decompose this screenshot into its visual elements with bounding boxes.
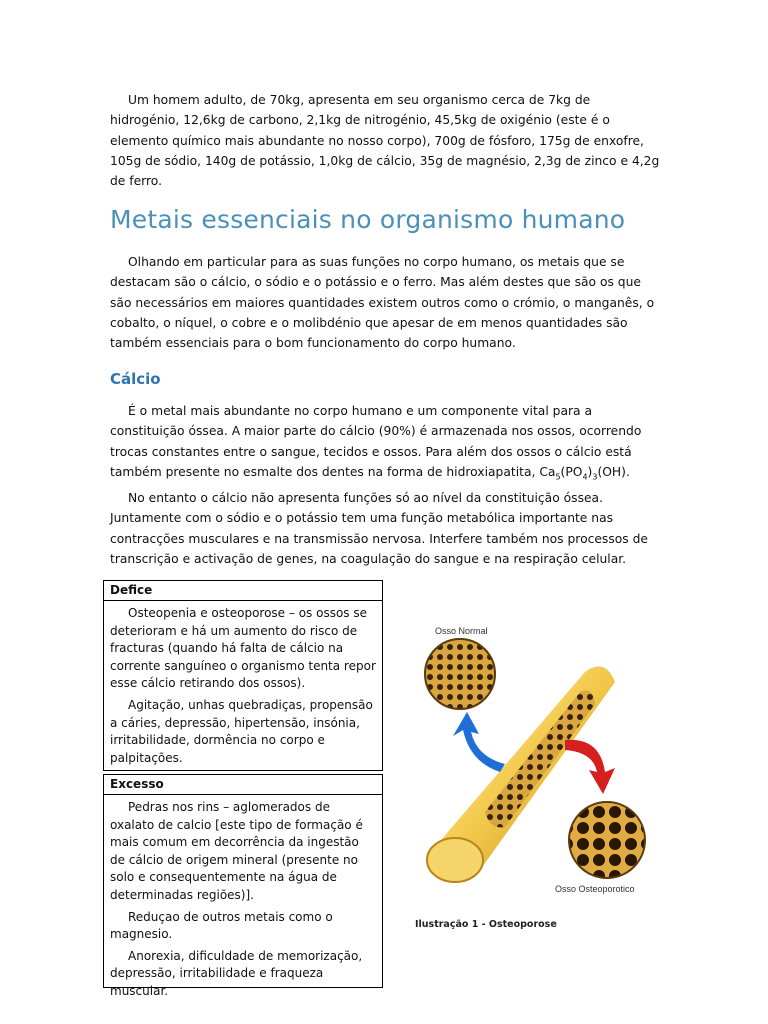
intro-paragraph: Um homem adulto, de 70kg, apresenta em seu organismo cerca de 7kg de hidrogénio, 12,6kg de carbono, 2,1kg de nitrogénio, 45,5kg de oxigénio (este é o elemento químico mais abundante no nosso corpo), 700g de fósforo, 175g de enxofre, 105g de sódio, 140g de potássio, 1,0kg de cálcio, 35g de magnésio, 2,3g de zinco e 4,2g de ferro.	[110, 93, 660, 189]
deficit-table-body	[104, 601, 382, 775]
osteoporotic-bone-label: Osso Osteoporotico	[555, 884, 635, 894]
normal-bone-label: Osso Normal	[435, 626, 488, 636]
blue-arrow-icon	[453, 712, 505, 772]
calcium-paragraph-2: No entanto o cálcio não apresenta funções só ao nível da constituição óssea. Juntamente com o sódio e o potássio tem uma função metabólica importante nas contracções musculares e na transmissão nervosa. Interfere também nos processos de transcrição e activação de genes, na coagulação do sangue e na respiração celular.	[110, 491, 648, 566]
bone-cut-end	[427, 838, 483, 882]
calcium-paragraph-1	[110, 401, 660, 488]
essential-metals-paragraph: Olhando em particular para as suas funções no corpo humano, os metais que se destacam são o cálcio, o sódio e o potássio e o ferro. Mas além destes que são os que são necessários em maiores quantidades existem outros como o crómio, o manganês, o cobalto, o níquel, o cobre e o molibdénio que apesar de em menos quantidades são também essenciais para o bom funcionamento do corpo humano.	[110, 255, 655, 351]
osteoporosis-illustration	[415, 612, 655, 902]
excess-table	[103, 774, 383, 998]
deficit-table	[103, 580, 383, 771]
excess-table-title: Excesso	[104, 775, 382, 795]
excess-table-body	[104, 795, 382, 1009]
osteoporotic-bone-circle	[569, 802, 645, 878]
excess-item: Reduçao de outros metais como o magnesio.	[110, 909, 333, 942]
deficit-item: Agitação, unhas quebradiças, propensão a cáries, depressão, hipertensão, insónia, irritabilidade, dormência no corpo e palpitações.	[110, 697, 373, 765]
calcium-paragraph-1-text: É o metal mais abundante no corpo humano e um componente vital para a constituição óssea. A maior parte do cálcio (90%) é armazenada nos ossos, ocorrendo trocas constantes entre o sangue, tecidos e ossos. Para além dos ossos o cálcio está também presente no esmalte dos dentes na forma de hidroxiapatita,	[110, 404, 642, 479]
excess-item: Anorexia, dificuldade de memorização, depressão, irritabilidade e fraqueza muscular.	[110, 948, 363, 998]
figure-caption: Ilustração 1 - Osteoporose	[415, 919, 557, 930]
red-arrow-icon	[565, 740, 615, 794]
spongy-interior	[485, 691, 595, 828]
hydroxyapatite-formula: $Ca_5(PO_4)_3(OH)$.	[539, 464, 630, 482]
section-heading: Metais essenciais no organismo humano	[110, 205, 626, 234]
excess-item: Pedras nos rins – aglomerados de oxalato de calcio [este tipo de formação é mais comum em decorrência da ingestão de cálcio de origem mineral (presente no solo e consequentemente na água de determinadas regiões)].	[110, 800, 363, 902]
calcium-subheading: Cálcio	[110, 370, 161, 388]
deficit-table-title: Defice	[104, 581, 382, 601]
normal-bone-circle	[425, 639, 495, 709]
deficit-item: Osteopenia e osteoporose – os ossos se deterioram e há um aumento do risco de fracturas (quando há falta de cálcio na corrente sanguíneo o organismo tenta repor esse cálcio retirando dos ossos).	[110, 606, 376, 691]
bone-diagram	[415, 612, 655, 902]
